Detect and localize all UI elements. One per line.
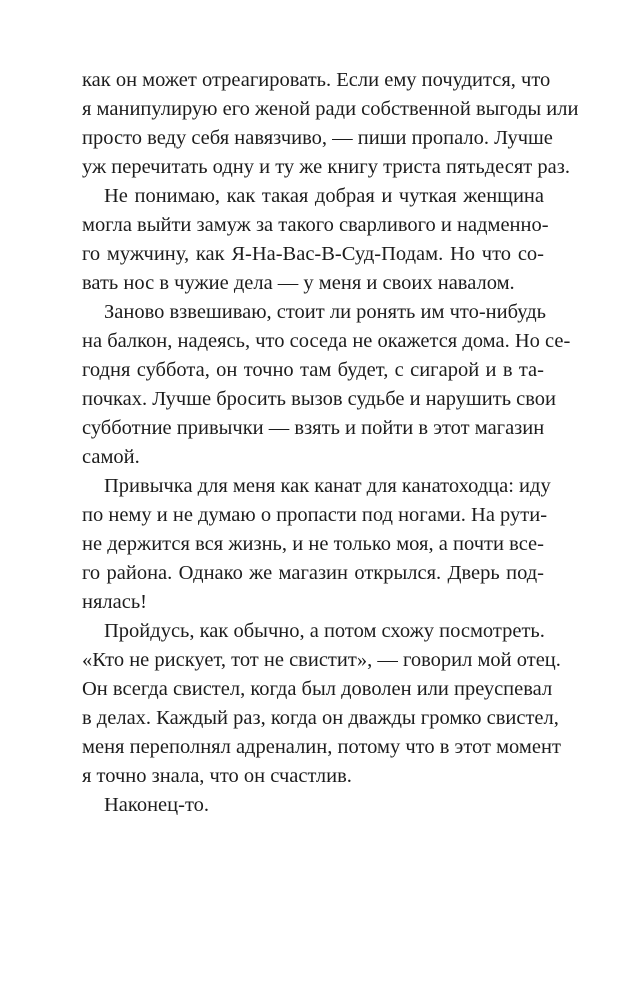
text-line: могла выйти замуж за такого сварливого и надменно- bbox=[82, 214, 549, 236]
text-line: Он всегда свистел, когда был доволен или преуспевал bbox=[82, 678, 553, 700]
paragraph-1 bbox=[82, 66, 579, 182]
text-line: самой. bbox=[82, 446, 140, 468]
paragraph-5 bbox=[82, 617, 561, 791]
text-line: по нему и не думаю о пропасти под ногами. На рути- bbox=[82, 504, 548, 526]
text-line: го мужчину, как Я-На-Вас-В-Суд-Подам. Но что со- bbox=[82, 243, 544, 265]
text-line: уж перечитать одну и ту же книгу триста пятьдесят раз. bbox=[82, 156, 570, 178]
text-line: вать нос в чужие дела — у меня и своих навалом. bbox=[82, 272, 515, 294]
text-line: Привычка для меня как канат для канатоходца: иду bbox=[104, 475, 551, 497]
text-line: нялась! bbox=[82, 591, 148, 613]
text-line: как он может отреагировать. Если ему почудится, что bbox=[82, 69, 551, 91]
text-line: Наконец-то. bbox=[104, 794, 210, 816]
text-line: я точно знала, что он счастлив. bbox=[82, 765, 352, 787]
text-line: го района. Однако же магазин открылся. Дверь под- bbox=[82, 562, 544, 584]
text-line: в делах. Каждый раз, когда он дважды громко свистел, bbox=[82, 707, 559, 729]
text-line: меня переполнял адреналин, потому что в этот момент bbox=[82, 736, 561, 758]
paragraph-6 bbox=[82, 791, 544, 820]
text-line: почках. Лучше бросить вызов судьбе и нарушить свои bbox=[82, 388, 557, 410]
paragraph-2 bbox=[82, 182, 549, 298]
text-line: не держится вся жизнь, и не только моя, а почти все- bbox=[82, 533, 544, 555]
book-page bbox=[82, 66, 579, 820]
paragraph-3 bbox=[82, 298, 571, 472]
paragraph-4 bbox=[82, 472, 551, 617]
text-line: Не понимаю, как такая добрая и чуткая женщина bbox=[104, 185, 544, 207]
text-line: Пройдусь, как обычно, а потом схожу посмотреть. bbox=[104, 620, 545, 642]
text-line: годня суббота, он точно там будет, с сигарой и в та- bbox=[82, 359, 544, 381]
text-line: я манипулирую его женой ради собственной выгоды или bbox=[82, 98, 579, 120]
text-line: Заново взвешиваю, стоит ли ронять им что-нибудь bbox=[104, 301, 546, 323]
text-line: субботние привычки — взять и пойти в этот магазин bbox=[82, 417, 545, 439]
text-line: на балкон, надеясь, что соседа не окажется дома. Но се- bbox=[82, 330, 571, 352]
text-line: «Кто не рискует, тот не свистит», — говорил мой отец. bbox=[82, 649, 561, 671]
text-line: просто веду себя навязчиво, — пиши пропало. Лучше bbox=[82, 127, 553, 149]
